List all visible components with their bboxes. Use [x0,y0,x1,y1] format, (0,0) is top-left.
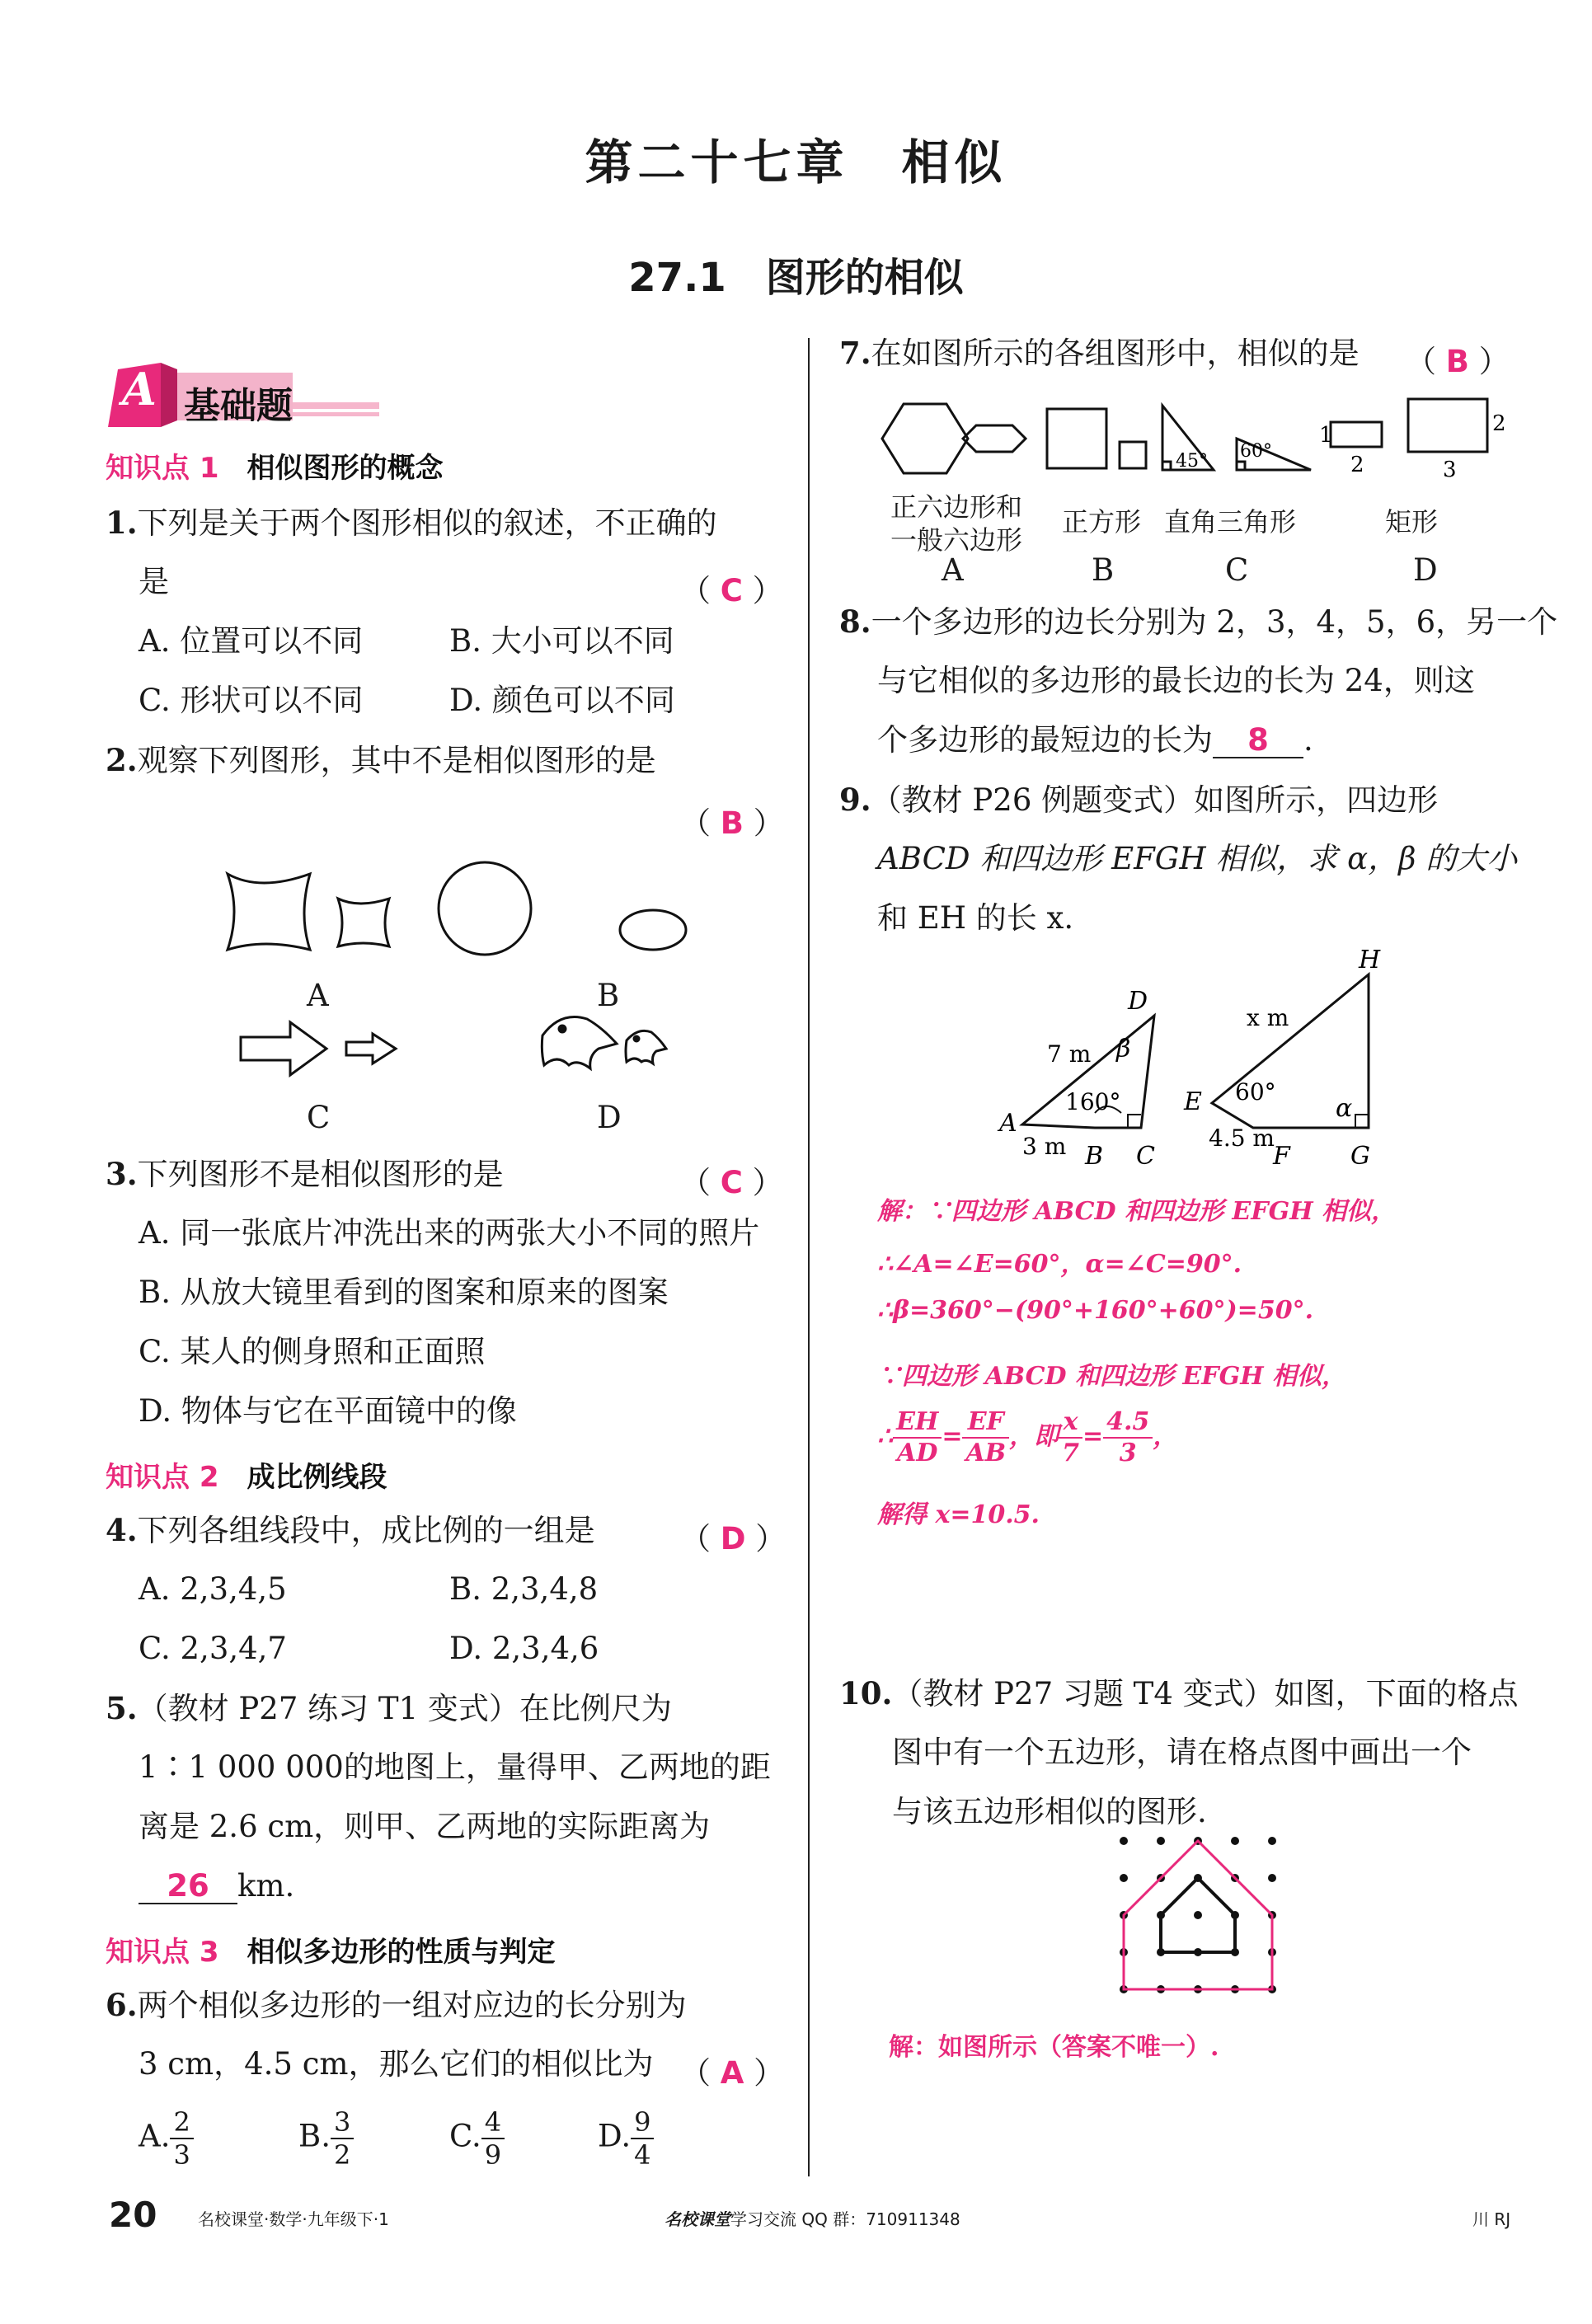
q-text: 下列图形不是相似图形的是 [137,1157,504,1192]
rect-side-label: 2 [1492,411,1506,436]
side-label: 7 m [1047,1040,1092,1068]
question-7 [839,336,1360,370]
frac-num: 4 [481,2109,505,2139]
q10-line2: 图中有一个五边形，请在格点图中画出一个 [892,1735,1472,1770]
q1-option-a: A. 位置可以不同 [139,623,364,659]
q6-option-a [139,2106,194,2171]
bird-small [626,1031,666,1063]
arrow-large [241,1022,326,1075]
q7-caption-a2: 一般六边形 [890,524,1023,556]
footer-book: 名校课堂·数学·九年级下·1 [198,2209,389,2229]
q9-solution-l6: 解得 x=10.5. [877,1500,1040,1529]
q7-caption-b: 正方形 [1062,506,1142,538]
q4-option-b: B. 2,3,4,8 [449,1571,599,1607]
question-10 [839,1677,1519,1711]
sol-text: ，即 [1009,1422,1059,1451]
grid-dot [1120,1837,1128,1845]
q2-label-d: D [597,1100,622,1135]
frac-den: AB [965,1439,1007,1467]
q10-solution: 解：如图所示（答案不唯一）. [889,2033,1219,2062]
kp-tag: 知识点 3 [106,1936,219,1969]
q6-option-b [298,2106,354,2171]
q6-answer: A [720,2055,744,2091]
q-number: 6. [106,1987,138,2023]
q5-line3: 离是 2.6 cm，则甲、乙两地的实际距离为 [139,1809,711,1844]
page-number: 20 [109,2195,157,2235]
q1-option-b: B. 大小可以不同 [449,623,674,659]
q3-option-b: B. 从放大镜里看到的图案和原来的图案 [139,1275,669,1310]
badge-label: 基础题 [184,385,293,427]
brand-logo: 名校课堂 [665,2209,730,2229]
rect-side-label: 1 [1319,423,1333,448]
q9-solution-l5: ∴ $\frac{EH}{AD}$ = $\frac{EF}{AB}$ ，即 $\frac{x}{7}$ = $\frac{4.5}{3}$ ， [877,1407,1178,1467]
q-number: 9. [839,782,871,818]
q10-line3: 与该五边形相似的图形. [892,1794,1207,1829]
q7-label-b: B [1092,552,1115,588]
q-number: 7. [839,335,871,371]
q8-answer: 8 [1247,722,1269,758]
kp-name: 成比例线段 [247,1461,387,1494]
q-number: 5. [106,1690,138,1726]
option-label: B. [298,2118,331,2154]
q-text: 下列各组线段中，成比例的一组是 [137,1513,595,1548]
knowledge-point-3 [106,1929,556,1970]
q8-line3 [877,724,1313,758]
q7-caption-a1: 正六边形和 [890,491,1023,523]
frac-den: AD [897,1439,938,1467]
vertex-label: E [1184,1087,1202,1116]
rectangle-small [1331,422,1382,447]
q4-option-a: A. 2,3,4,5 [139,1571,287,1607]
q7-caption-c: 直角三角形 [1164,506,1297,538]
option-label: A. [139,2118,171,2154]
option-label: D. [598,2118,632,2154]
q2-label-b: B [597,978,620,1013]
question-2 [106,744,656,777]
grid-dot [1231,1837,1239,1845]
angle-label: 60° [1240,441,1272,462]
frac-num: 4.5 [1103,1410,1153,1439]
q2-figure [214,849,709,1146]
vertex-label: A [999,1109,1017,1138]
vertex-label: D [1128,987,1148,1016]
q5-unit: km. [237,1868,295,1904]
frac-num: x [1059,1410,1082,1439]
ellipse-shape [620,910,686,950]
question-6 [106,1988,687,2022]
chapter-title: 第二十七章 相似 [585,134,1007,190]
q9-line3: 和 EH 的长 x. [877,900,1074,936]
square-large [1047,409,1106,468]
kp-name: 相似图形的概念 [247,452,444,485]
frac-den: 3 [173,2139,190,2171]
q-text: 个多边形的最短边的长为 [877,722,1213,758]
frac-den: 2 [333,2139,351,2171]
q1-option-d: D. 颜色可以不同 [449,683,675,718]
section-badge [103,354,383,440]
rect-base-label: 3 [1443,458,1457,482]
concave-square-small [338,899,389,946]
question-1 [106,506,717,540]
q-text: 下列是关于两个图形相似的叙述，不正确的 [137,505,717,541]
frac-num: EF [962,1410,1009,1439]
q-text: （教材 P26 例题变式）如图所示，四边形 [871,782,1439,818]
frac-den: 7 [1062,1439,1079,1467]
angle-label: 160° [1065,1088,1121,1115]
frac-den: 9 [484,2139,502,2171]
option-label: C. [449,2118,481,2154]
grid-dot [1268,1874,1276,1882]
q7-answer-bracket: （ B ） [1406,344,1510,379]
qq-text: 学习交流 QQ 群：710911348 [730,2209,960,2229]
grid-dot [1157,1837,1165,1845]
q1-answer: C [720,573,743,608]
q9-solution-l1: 解：∵四边形 ABCD 和四边形 EFGH 相似， [877,1197,1396,1226]
footer-edition: 川 RJ [1472,2209,1511,2229]
vertex-label: B [1085,1142,1104,1171]
badge-letter: A [122,363,157,416]
q-number: 2. [106,742,138,778]
q-tail: . [1303,722,1313,758]
grid-dot [1194,1911,1202,1919]
q7-answer: B [1445,344,1469,379]
angle-label: β [1116,1035,1131,1063]
frac-den: 3 [1119,1439,1137,1467]
q-number: 3. [106,1156,138,1192]
general-hexagon [963,425,1026,452]
q7-caption-d: 矩形 [1385,506,1439,538]
side-label: x m [1247,1004,1289,1031]
question-4 [106,1514,595,1547]
frac-num: 3 [331,2109,354,2139]
angle-label: 60° [1235,1078,1276,1106]
frac-num: 2 [170,2109,193,2139]
square-small [1120,442,1146,468]
q7-figure [874,387,1517,486]
knowledge-point-2 [106,1454,387,1495]
q-number: 8. [839,603,871,640]
q-number: 1. [106,505,138,541]
side-label: 3 m [1022,1133,1067,1160]
q6-option-c [449,2106,505,2171]
q8-line2: 与它相似的多边形的最长边的长为 24，则这 [877,663,1475,698]
q6-line2: 3 cm，4.5 cm，那么它们的相似比为 [139,2046,654,2082]
column-divider [808,338,810,2176]
footer-qq [665,2206,960,2230]
frac-num: EH [893,1410,942,1439]
q9-solution-l2: ∴∠A=∠E=60°，α=∠C=90°. [877,1250,1242,1279]
q10-grid-figure [1111,1829,1301,2018]
q5-answer-line [139,1870,294,1904]
vertex-label: G [1350,1142,1370,1171]
q-text: （教材 P27 习题 T4 变式）如图，下面的格点 [892,1676,1519,1711]
kp-tag: 知识点 2 [106,1461,219,1494]
question-5 [106,1692,672,1725]
rect-base-label: 2 [1350,453,1364,477]
q2-answer: B [720,805,744,841]
sol-text: ， [1153,1422,1178,1451]
q3-option-a: A. 同一张底片冲洗出来的两张大小不同的照片 [139,1215,760,1251]
q4-answer-bracket: （ D ） [680,1521,787,1556]
q-text: 两个相似多边形的一组对应边的长分别为 [137,1988,687,2023]
q-number: 10. [839,1675,893,1711]
side-label: 4.5 m [1209,1124,1275,1152]
question-8 [839,605,1557,639]
vertex-label: C [1136,1142,1155,1171]
circle-shape [439,862,531,955]
grid-dots [1120,1837,1276,1993]
grid-dot [1120,1874,1128,1882]
q7-label-d: D [1413,552,1438,588]
q7-label-a: A [942,552,964,588]
sol-text: ∴ [877,1422,894,1451]
q4-option-c: C. 2,3,4,7 [139,1631,287,1666]
q3-option-d: D. 物体与它在平面镜中的像 [139,1393,517,1429]
q2-label-a: A [307,978,329,1013]
q-text: 观察下列图形，其中不是相似图形的是 [137,743,656,778]
q-text: 一个多边形的边长分别为 2，3，4，5，6，另一个 [871,604,1558,640]
arrow-small [346,1034,396,1063]
regular-hexagon [882,404,968,473]
q6-option-d [598,2106,654,2171]
question-9 [839,783,1438,817]
q1-option-c: C. 形状可以不同 [139,683,364,718]
vertex-label: H [1359,948,1381,974]
section-title: 27.1 图形的相似 [628,255,964,301]
q9-solution-l3: ∴β=360°−(90°+160°+60°)=50°. [877,1296,1314,1325]
grid-dot [1268,1837,1276,1845]
q2-answer-bracket: （ B ） [680,805,784,841]
q9-line2: ABCD 和四边形 EFGH 相似，求 α，β 的大小 [877,841,1518,876]
q-text: 在如图所示的各组图形中，相似的是 [871,336,1360,371]
q7-label-c: C [1225,552,1249,588]
knowledge-point-1 [106,445,444,486]
rectangle-large [1408,399,1487,452]
vertex-label: F [1273,1142,1290,1171]
q4-answer: D [720,1521,746,1556]
q3-answer-bracket: （ C ） [680,1165,783,1200]
question-3 [106,1157,504,1191]
frac-num: 9 [631,2109,654,2139]
kp-tag: 知识点 1 [106,452,219,485]
q5-line2: 1∶1 000 000的地图上，量得甲、乙两地的距 [139,1749,771,1785]
frac-den: 4 [634,2139,651,2171]
angle-label: 45° [1176,451,1208,472]
q2-label-c: C [307,1100,331,1135]
q3-option-c: C. 某人的侧身照和正面照 [139,1334,486,1369]
q9-figure [989,948,1418,1179]
concave-square-large [228,874,310,950]
q1-answer-bracket: （ C ） [680,573,783,608]
q3-answer: C [720,1165,743,1200]
bird-large [542,1017,617,1069]
q9-solution-l4: ∵四边形 ABCD 和四边形 EFGH 相似， [877,1362,1346,1391]
q1-line2: 是 [139,564,169,599]
q6-answer-bracket: （ A ） [680,2055,785,2091]
q5-answer: 26 [167,1868,209,1904]
q4-option-d: D. 2,3,4,6 [449,1631,599,1666]
q-text: （教材 P27 练习 T1 变式）在比例尺为 [137,1691,672,1726]
kp-name: 相似多边形的性质与判定 [247,1936,556,1969]
q-number: 4. [106,1512,138,1548]
angle-label: α [1336,1094,1353,1123]
